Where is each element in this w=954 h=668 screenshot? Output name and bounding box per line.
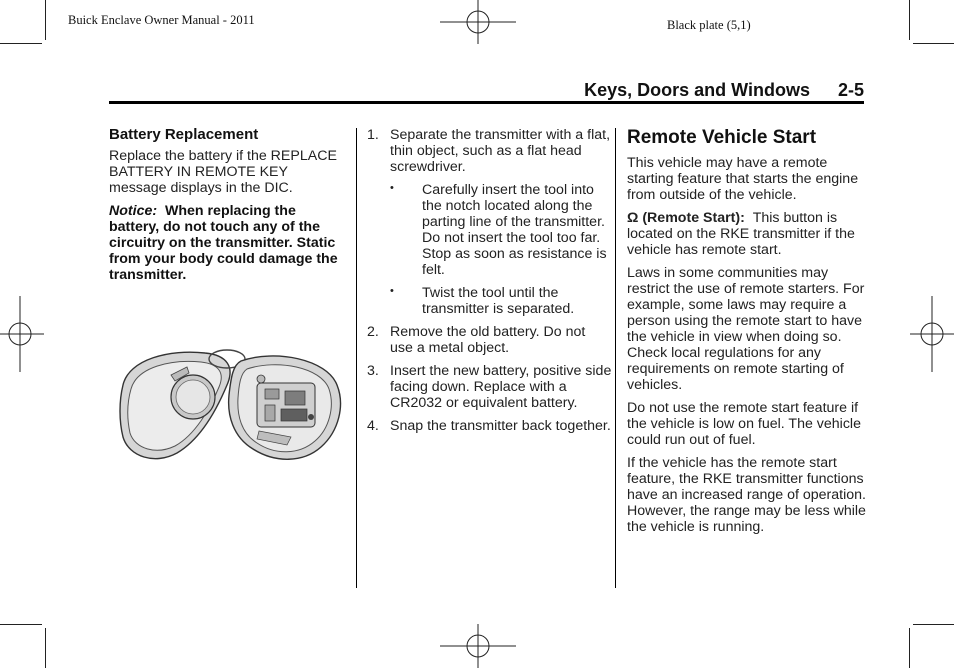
notice-label: Notice:	[109, 203, 158, 219]
step-text: Remove the old battery. Do not use a metal object.	[390, 324, 586, 356]
bullet-text: Carefully insert the tool into the notch located along the parting line of the transmitter. Do not insert the tool too far. Stop as soon as resistance is felt.	[422, 182, 607, 278]
battery-heading: Battery Replacement	[109, 126, 259, 143]
registration-mark-bottom	[440, 624, 516, 668]
plate-label: Black plate (5,1)	[667, 18, 751, 32]
step-text: Separate the transmitter with a flat, thin object, such as a flat head screwdriver.	[390, 127, 611, 175]
laws-paragraph: Laws in some communities may restrict the use of remote starters. For example, some laws may require a person using the remote start to have the vehicle in view when doing so. Check local regulations for any requirements on remote starting of vehicles.	[627, 265, 865, 393]
step-item	[367, 127, 612, 175]
step-number: 2.	[367, 324, 379, 340]
notice-paragraph	[109, 203, 349, 283]
remote-start-button-text: This button is located on the RKE transmitter if the vehicle has remote start.	[627, 210, 855, 258]
bullet-list	[367, 182, 612, 317]
remote-start-button-paragraph	[627, 210, 867, 258]
crop-mark	[913, 43, 954, 44]
running-head	[584, 80, 864, 101]
column-remote-start	[627, 127, 867, 542]
remote-start-intro: This vehicle may have a remote starting feature that starts the engine from outside of the vehicle.	[627, 155, 859, 203]
column-divider	[356, 128, 357, 588]
column-divider	[615, 128, 616, 588]
registration-mark-right	[910, 296, 954, 372]
step-item	[367, 363, 612, 411]
bullet-marker: •	[390, 182, 394, 194]
remote-start-heading: Remote Vehicle Start	[627, 127, 817, 148]
step-text: Insert the new battery, positive side facing down. Replace with a CR2032 or equivalent battery.	[390, 363, 612, 411]
fuel-paragraph: Do not use the remote start feature if the vehicle is low on fuel. The vehicle could run out of fuel.	[627, 400, 861, 448]
section-title: Keys, Doors and Windows	[584, 80, 810, 100]
step-item	[367, 418, 612, 434]
page-number: 2-5	[837, 80, 864, 100]
bullet-marker: •	[390, 285, 394, 297]
header-rule	[109, 101, 864, 104]
notice-text: When replacing the battery, do not touch any of the circuitry on the transmitter. Static from your body could damage the transmitter.	[109, 203, 338, 283]
remote-start-icon: Ω	[627, 210, 639, 226]
crop-mark	[45, 628, 46, 668]
crop-mark	[909, 628, 910, 668]
bullet-item	[390, 285, 612, 317]
registration-mark-top	[440, 0, 516, 44]
step-body	[390, 127, 612, 175]
crop-mark	[913, 624, 954, 625]
step-text: Snap the transmitter back together.	[390, 418, 611, 434]
steps-list	[367, 324, 612, 434]
range-paragraph: If the vehicle has the remote start feature, the RKE transmitter functions have an increased range of operation. However, the range may be less while the vehicle is running.	[627, 455, 866, 535]
crop-mark	[0, 624, 42, 625]
registration-mark-left	[0, 296, 44, 372]
crop-mark	[45, 0, 46, 40]
manual-title: Buick Enclave Owner Manual - 2011	[68, 13, 255, 27]
transmitter-illustration	[115, 345, 347, 467]
bullet-text: Twist the tool until the transmitter is separated.	[422, 285, 575, 317]
column-battery	[109, 127, 349, 290]
crop-mark	[0, 43, 42, 44]
step-number: 3.	[367, 363, 379, 379]
step-number: 4.	[367, 418, 379, 434]
steps-list	[367, 127, 612, 175]
column-steps	[367, 127, 612, 441]
bullet-item	[390, 182, 612, 278]
step-number: 1.	[367, 127, 379, 143]
remote-start-button-label: (Remote Start):	[642, 210, 745, 226]
battery-intro: Replace the battery if the REPLACE BATTERY IN REMOTE KEY message displays in the DIC.	[109, 148, 337, 196]
crop-mark	[909, 0, 910, 40]
step-item	[367, 324, 612, 356]
